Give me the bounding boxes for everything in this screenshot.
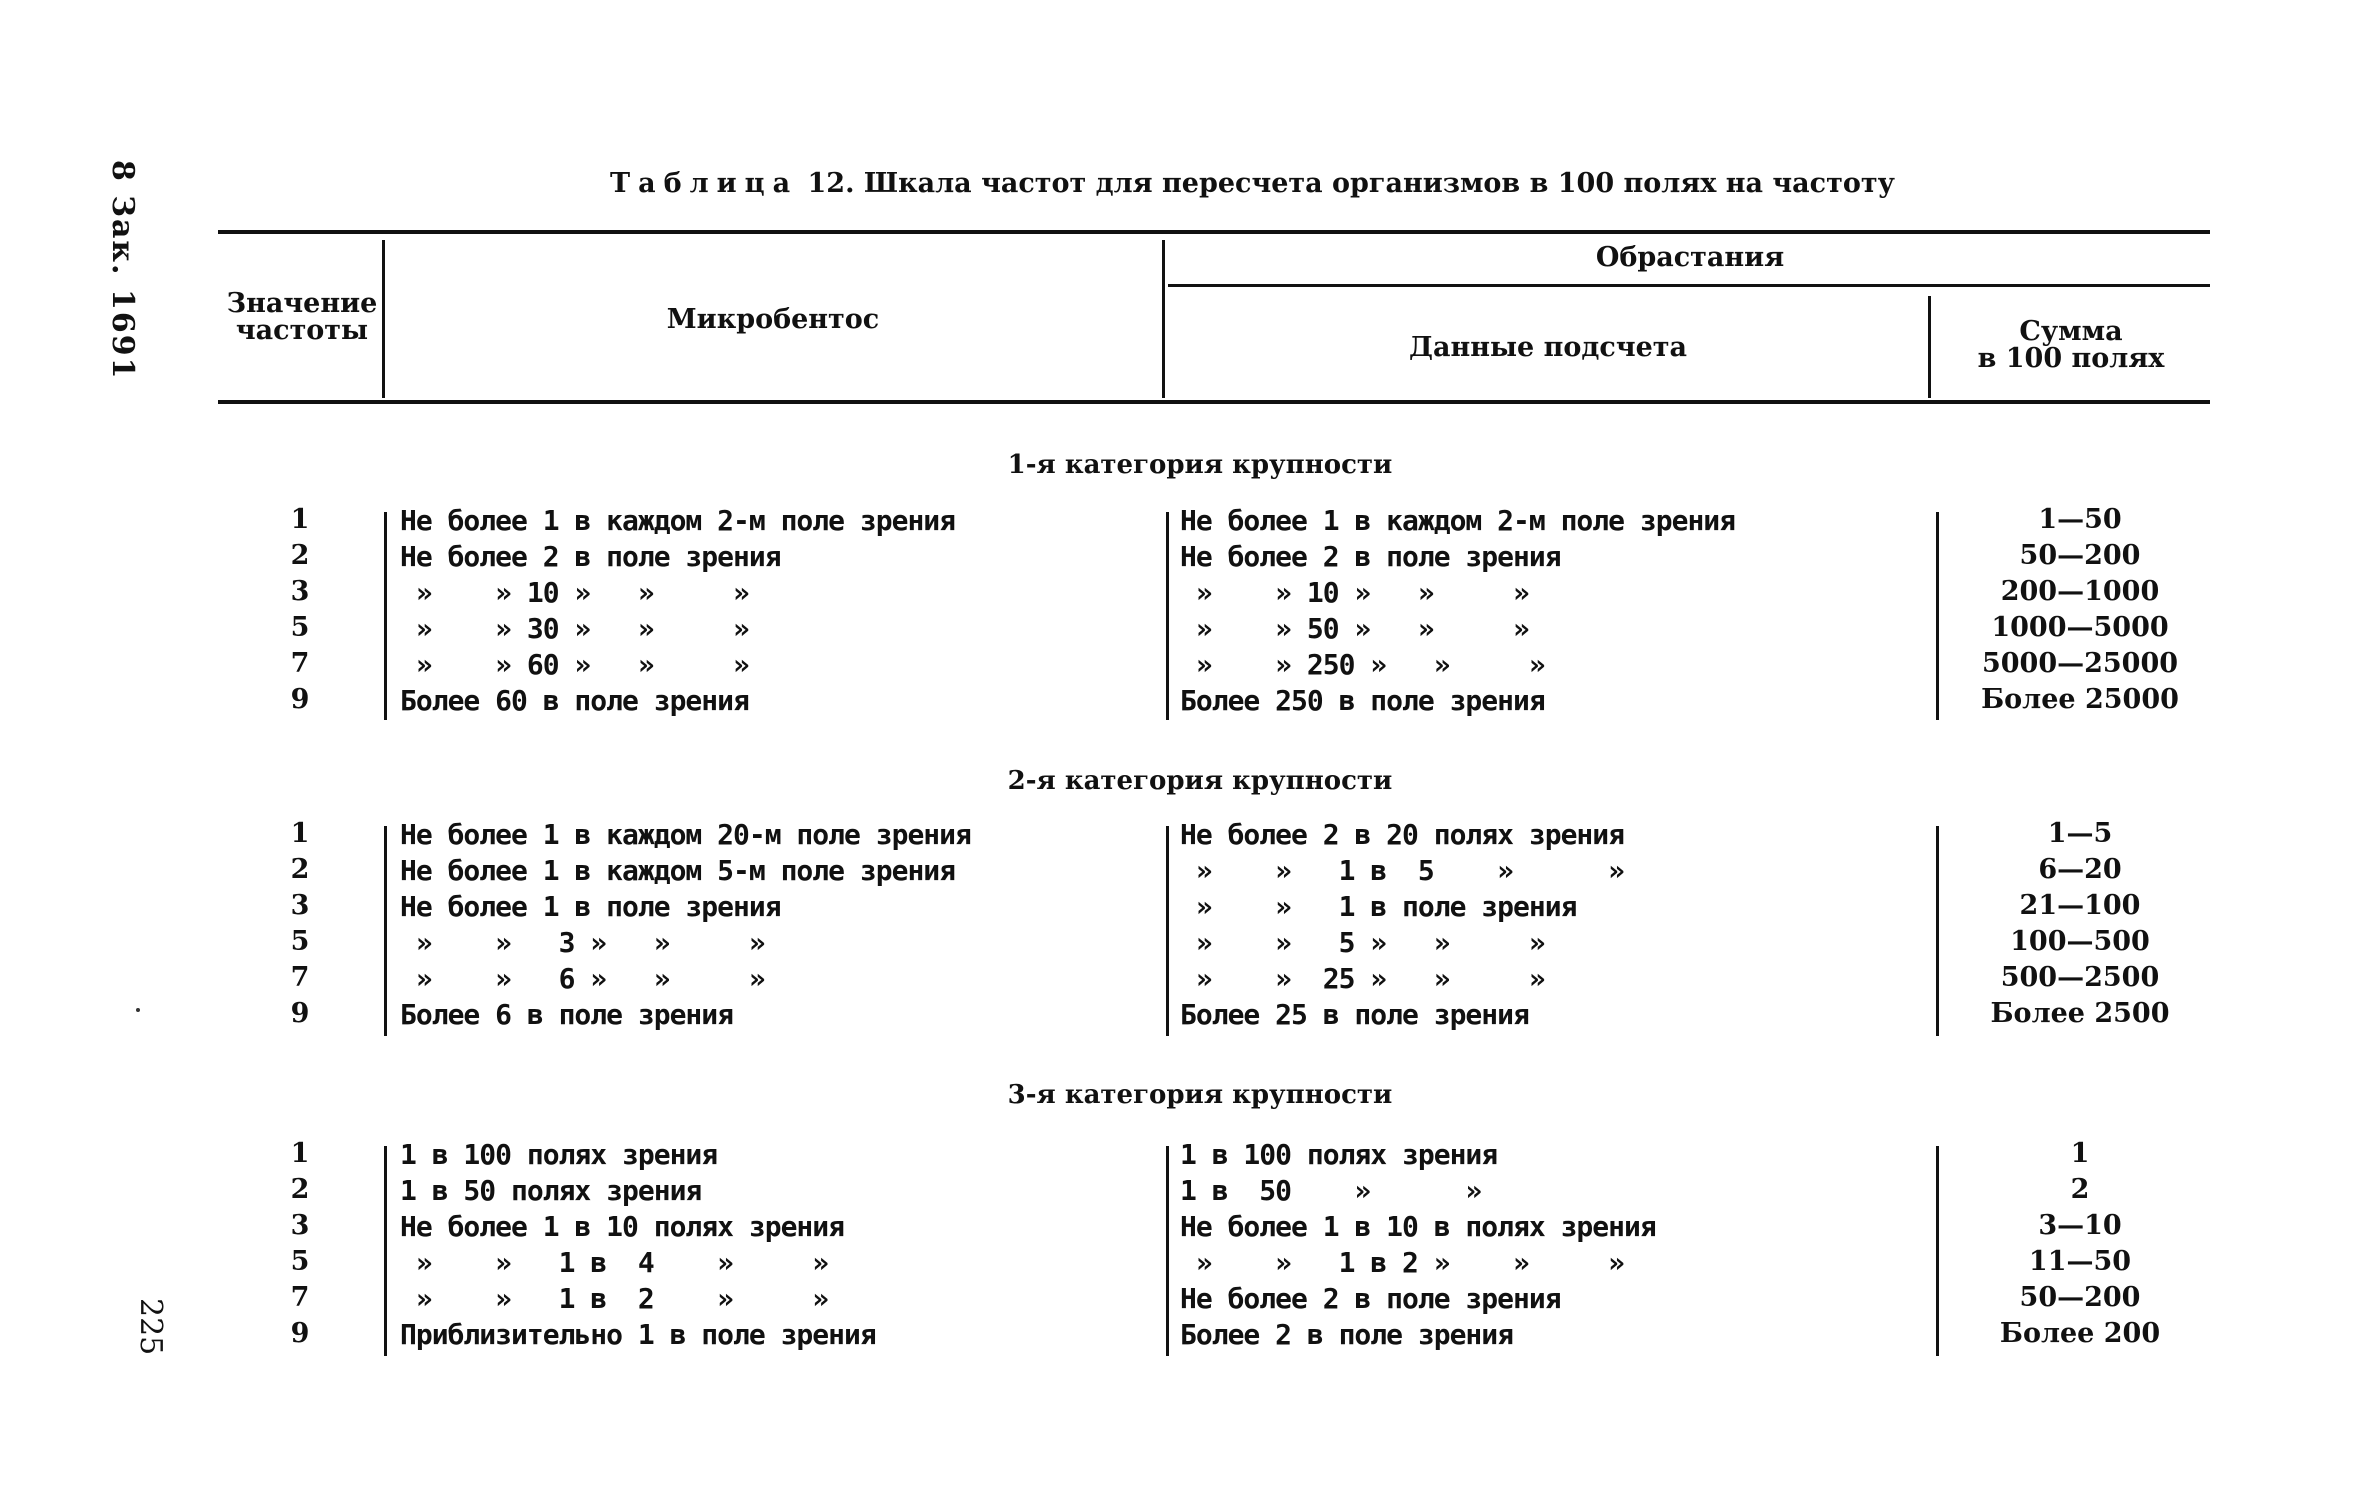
- data-cell: Не более 1 в каждом 2-м поле зрения: [1180, 504, 1736, 537]
- data-cell: Более 2 в поле зрения: [1180, 1318, 1514, 1351]
- header-frequency-line1: Значение: [226, 288, 378, 319]
- micro-cell: » » 1 в 4 » »: [400, 1246, 829, 1279]
- micro-cell: Не более 1 в поле зрения: [400, 890, 781, 923]
- caption-number: 12.: [807, 168, 855, 199]
- sum-cell: 2: [2070, 1174, 2090, 1205]
- freq-cell: 2: [290, 540, 310, 571]
- data-cell: » » 10 » » »: [1180, 576, 1529, 609]
- sum-cell: 6—20: [2038, 854, 2122, 885]
- micro-cell: » » 6 » » »: [400, 962, 765, 995]
- sum-cell: Более 200: [1999, 1318, 2161, 1349]
- sum-cell: 1—50: [2038, 504, 2122, 535]
- table-row: [0, 1210, 2362, 1246]
- data-cell: » » 5 » » »: [1180, 926, 1545, 959]
- header-sum-line1: Сумма: [2019, 316, 2123, 347]
- sum-cell: 50—200: [2019, 540, 2141, 571]
- micro-cell: » » 1 в 2 » »: [400, 1282, 829, 1315]
- data-cell: Не более 1 в 10 в полях зрения: [1180, 1210, 1656, 1243]
- caption-label: Таблица: [610, 168, 799, 199]
- page-number: 225: [133, 1298, 168, 1356]
- freq-cell: 3: [290, 1210, 310, 1241]
- header-sum-line2: в 100 полях: [1977, 343, 2165, 374]
- sum-cell: 500—2500: [2000, 962, 2160, 993]
- freq-cell: 9: [290, 1318, 310, 1349]
- micro-cell: Не более 1 в каждом 2-м поле зрения: [400, 504, 956, 537]
- freq-cell: 1: [290, 818, 310, 849]
- header-bottom-rule: [218, 400, 2210, 404]
- table-row: [0, 540, 2362, 576]
- freq-cell: 7: [290, 648, 310, 679]
- data-cell: Не более 2 в поле зрения: [1180, 540, 1561, 573]
- table-row: [0, 854, 2362, 890]
- data-cell: » » 25 » » »: [1180, 962, 1545, 995]
- sum-cell: Более 2500: [1990, 998, 2170, 1029]
- freq-cell: 7: [290, 962, 310, 993]
- table-row: [0, 612, 2362, 648]
- sum-cell: 1: [2070, 1138, 2090, 1169]
- data-cell: » » 1 в 5 » »: [1180, 854, 1625, 887]
- sum-cell: 200—1000: [2000, 576, 2160, 607]
- table-row: [0, 576, 2362, 612]
- freq-cell: 1: [290, 1138, 310, 1169]
- micro-cell: » » 30 » » »: [400, 612, 749, 645]
- micro-cell: » » 3 » » »: [400, 926, 765, 959]
- table-row: [0, 962, 2362, 998]
- sum-cell: 11—50: [2028, 1246, 2132, 1277]
- table-row: [0, 1246, 2362, 1282]
- micro-cell: Не более 1 в каждом 20-м поле зрения: [400, 818, 971, 851]
- freq-cell: 2: [290, 1174, 310, 1205]
- micro-cell: Не более 1 в 10 полях зрения: [400, 1210, 845, 1243]
- table-row: [0, 1318, 2362, 1354]
- freq-cell: 7: [290, 1282, 310, 1313]
- micro-cell: Более 60 в поле зрения: [400, 684, 749, 717]
- freq-cell: 3: [290, 890, 310, 921]
- table-row: [0, 926, 2362, 962]
- table-row: [0, 684, 2362, 720]
- table-row: [0, 648, 2362, 684]
- freq-cell: 9: [290, 684, 310, 715]
- header-fouling: Обрастания: [1595, 242, 1785, 273]
- micro-cell: Не более 2 в поле зрения: [400, 540, 781, 573]
- data-cell: Более 250 в поле зрения: [1180, 684, 1545, 717]
- data-cell: 1 в 50 » »: [1180, 1174, 1482, 1207]
- data-cell: » » 1 в поле зрения: [1180, 890, 1577, 923]
- micro-cell: 1 в 50 полях зрения: [400, 1174, 702, 1207]
- freq-cell: 2: [290, 854, 310, 885]
- data-cell: Более 25 в поле зрения: [1180, 998, 1529, 1031]
- table-row: [0, 1282, 2362, 1318]
- freq-cell: 5: [290, 612, 310, 643]
- sum-cell: 21—100: [2019, 890, 2141, 921]
- header-top-rule: [218, 230, 2210, 234]
- table-row: [0, 890, 2362, 926]
- header-frequency-line2: частоты: [235, 315, 369, 346]
- data-cell: » » 50 » » »: [1180, 612, 1529, 645]
- data-cell: » » 1 в 2 » » »: [1180, 1246, 1625, 1279]
- header-frequency: [222, 290, 382, 344]
- sum-cell: 100—500: [2010, 926, 2150, 957]
- freq-cell: 3: [290, 576, 310, 607]
- table-row: [0, 818, 2362, 854]
- section-title: 1-я категория крупности: [1007, 450, 1393, 480]
- header-sum: [1932, 318, 2210, 372]
- sum-cell: 5000—25000: [1981, 648, 2179, 679]
- margin-note: 8 Зак. 1691: [105, 160, 140, 381]
- sum-cell: Более 25000: [1981, 684, 2179, 715]
- table-caption: [610, 168, 2010, 199]
- sum-cell: 1000—5000: [1991, 612, 2169, 643]
- data-cell: Не более 2 в 20 полях зрения: [1180, 818, 1625, 851]
- table-row: [0, 1174, 2362, 1210]
- data-cell: Не более 2 в поле зрения: [1180, 1282, 1561, 1315]
- data-cell: 1 в 100 полях зрения: [1180, 1138, 1498, 1171]
- sum-cell: 50—200: [2019, 1282, 2141, 1313]
- freq-cell: 9: [290, 998, 310, 1029]
- fouling-rule: [1168, 284, 2210, 287]
- header-divider-1: [382, 240, 385, 398]
- section-title: 2-я категория крупности: [1007, 766, 1393, 796]
- table-row: [0, 998, 2362, 1034]
- sum-cell: 1—5: [2047, 818, 2113, 849]
- micro-cell: Более 6 в поле зрения: [400, 998, 734, 1031]
- table-row: [0, 1138, 2362, 1174]
- freq-cell: 1: [290, 504, 310, 535]
- micro-cell: » » 60 » » »: [400, 648, 749, 681]
- freq-cell: 5: [290, 1246, 310, 1277]
- micro-cell: » » 10 » » »: [400, 576, 749, 609]
- header-microbenthos: Микробентос: [666, 304, 880, 335]
- header-count-data: Данные подсчета: [1408, 332, 1688, 363]
- header-divider-2: [1162, 240, 1165, 398]
- caption-text: Шкала частот для пересчета организмов в 100 полях на частоту: [863, 168, 1895, 199]
- section-title: 3-я категория крупности: [1007, 1080, 1393, 1110]
- micro-cell: Не более 1 в каждом 5-м поле зрения: [400, 854, 956, 887]
- data-cell: » » 250 » » »: [1180, 648, 1545, 681]
- sum-cell: 3—10: [2038, 1210, 2122, 1241]
- freq-cell: 5: [290, 926, 310, 957]
- table-row: [0, 504, 2362, 540]
- header-divider-3: [1928, 296, 1931, 398]
- micro-cell: 1 в 100 полях зрения: [400, 1138, 718, 1171]
- micro-cell: Приблизительно 1 в поле зрения: [400, 1318, 876, 1351]
